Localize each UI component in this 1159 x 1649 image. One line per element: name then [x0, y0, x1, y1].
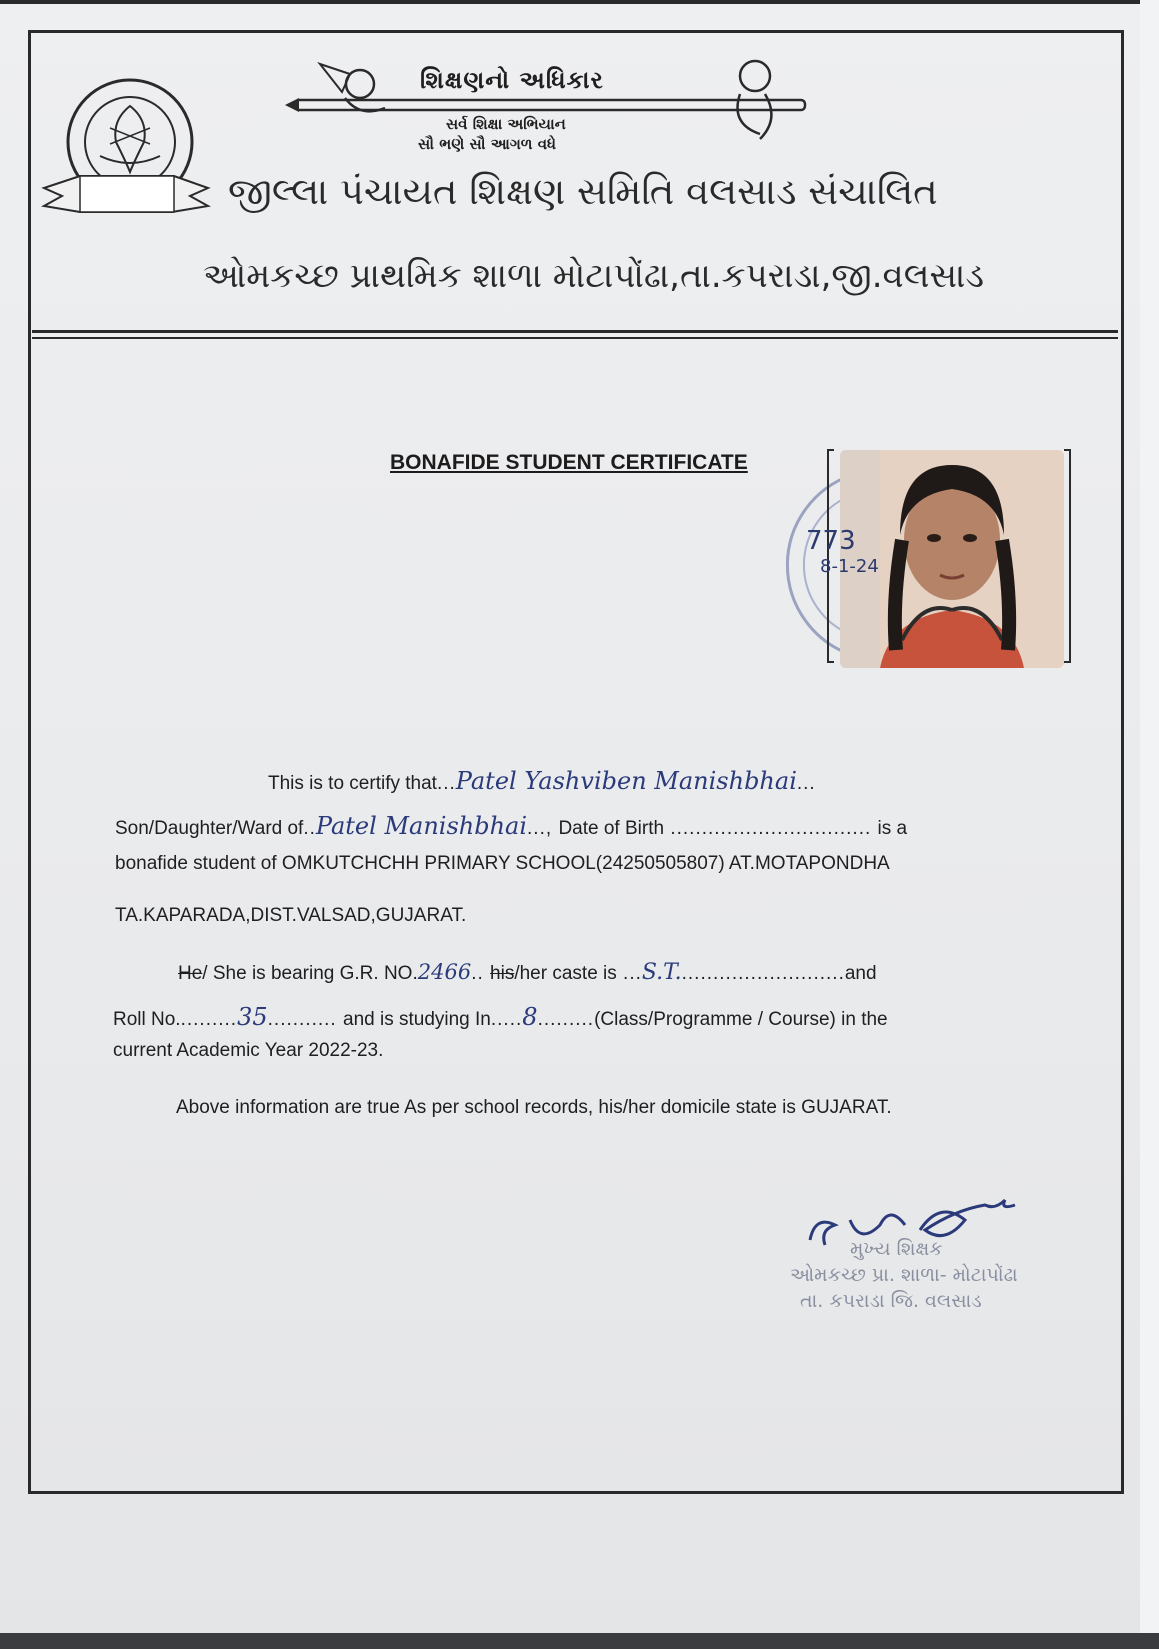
- committee-heading: જીલ્લા પંચાયત શિક્ષણ સમિતિ વલસાડ સંચાલિત: [228, 170, 938, 213]
- banner-title: શિક્ષણનો અધિકાર: [420, 66, 604, 94]
- photo-annotation-date: 8-1-24: [820, 556, 879, 577]
- and-text: and: [844, 963, 877, 984]
- signature-area: [790, 1190, 1080, 1340]
- caste-prefix: /her caste is: [514, 963, 617, 984]
- certify-line: This is to certify that...Patel Yashviben Manishbhai...: [268, 767, 816, 795]
- bottom-dark-edge: [0, 1633, 1159, 1649]
- struck-his: his: [490, 963, 515, 984]
- roll-class-line: Roll No..........35........... and is studying In.....8.........(Class/Programme / Course) in the: [113, 1003, 888, 1031]
- student-name: Patel Yashviben Manishbhai: [455, 767, 797, 795]
- header-divider: [32, 330, 1118, 333]
- parent-name: Patel Manishbhai: [315, 812, 528, 840]
- parent-line: Son/Daughter/Ward of..Patel Manishbhai..., Date of Birth ................................ is a: [115, 812, 908, 840]
- class-suffix: (Class/Programme / Course) in the: [594, 1009, 888, 1030]
- banner-motto: સૌ ભણે સૌ આગળ વધે: [418, 135, 557, 153]
- school-seal-logo: [40, 76, 212, 226]
- stamp-address: તા. કપરાડા જિ. વલસાડ: [800, 1290, 982, 1312]
- class-value: 8: [522, 1003, 538, 1031]
- school-line: bonafide student of OMKUTCHCHH PRIMARY SCHOOL(24250505807) AT.MOTAPONDHA: [115, 853, 890, 874]
- gr-prefix: She is bearing G.R. NO.: [212, 963, 418, 984]
- stamp-title: મુખ્ય શિક્ષક: [850, 1238, 943, 1260]
- gr-number: 2466: [417, 960, 472, 984]
- address-line: TA.KAPARADA,DIST.VALSAD,GUJARAT.: [115, 905, 467, 926]
- gr-caste-line: He/ She is bearing G.R. NO.2466.. his/her caste is ...S.T...........................and: [178, 960, 877, 985]
- parent-prefix: Son/Daughter/Ward of: [115, 818, 304, 839]
- certify-prefix: This is to certify that: [268, 773, 437, 794]
- is-a-text: is a: [877, 818, 908, 839]
- domicile-line: Above information are true As per school records, his/her domicile state is GUJARAT.: [176, 1097, 892, 1118]
- roll-number: 35: [237, 1003, 268, 1031]
- paper-edge: [1140, 0, 1159, 1633]
- certificate-title: BONAFIDE STUDENT CERTIFICATE: [390, 451, 748, 474]
- photo-annotation-number: 773: [806, 526, 856, 556]
- banner-subtitle: સર્વ શિક્ષા અભિયાન: [446, 115, 566, 133]
- roll-label: Roll No.: [113, 1009, 181, 1030]
- header-divider-inner: [32, 337, 1118, 339]
- dob-label: Date of Birth: [558, 818, 665, 839]
- school-heading: ઓમકચ્છ પ્રાથમિક શાળા મોટાપોંઢા,તા.કપરાડા,જી.વલસાડ: [203, 256, 984, 296]
- studying-text: and is studying In: [343, 1009, 491, 1030]
- caste-value: S.T.: [641, 960, 682, 985]
- struck-he: He: [178, 963, 203, 984]
- academic-year-line: current Academic Year 2022-23.: [113, 1040, 384, 1061]
- stamp-school: ઓમકચ્છ પ્રા. શાળા- મોટાપોંઢા: [790, 1264, 1018, 1286]
